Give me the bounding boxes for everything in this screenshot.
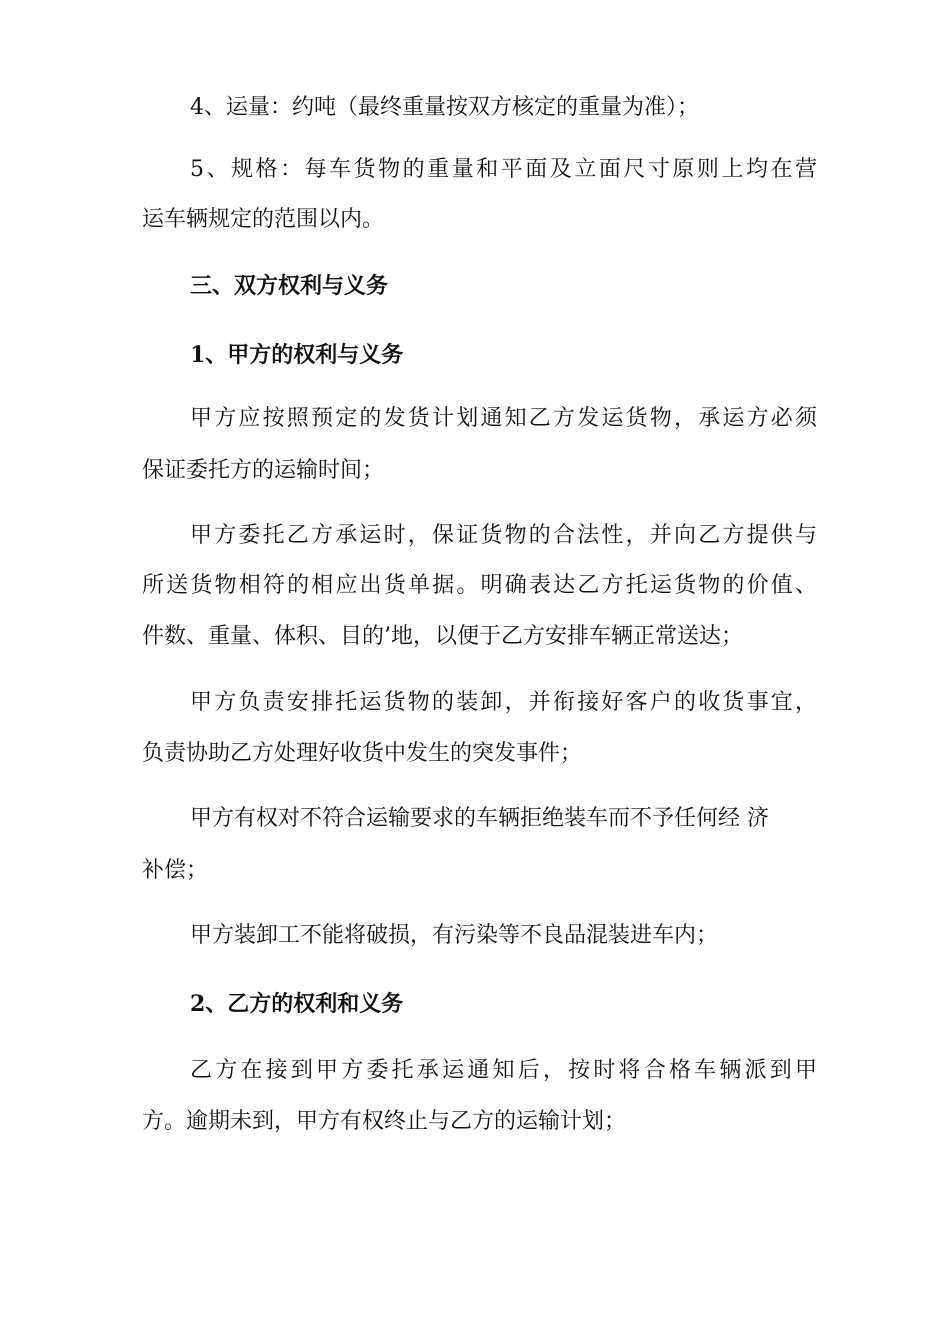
section-3-heading: 三、双方权利与义务 <box>190 273 389 299</box>
party-a-paragraph-3-line-2: 负责协助乙方处理好收货中发生的突发事件； <box>142 741 583 766</box>
party-a-paragraph-2-line-1: 甲方委托乙方承运时，保证货物的合法性，并向乙方提供与 <box>190 523 817 548</box>
party-a-paragraph-5: 甲方装卸工不能将破损，有污染等不良品混装进车内； <box>190 923 719 948</box>
subsection-1-heading: 1、甲方的权利与义务 <box>190 342 404 368</box>
party-b-paragraph-1-line-2: 方。逾期未到，甲方有权终止与乙方的运输计划； <box>142 1109 627 1134</box>
party-a-paragraph-1-line-1: 甲方应按照预定的发货计划通知乙方发运货物，承运方必须 <box>190 406 817 431</box>
party-b-paragraph-1-line-1: 乙方在接到甲方委托承运通知后，按时将合格车辆派到甲 <box>190 1058 817 1083</box>
party-a-paragraph-3-line-1: 甲方负责安排托运货物的装卸，并衔接好客户的收货事宜， <box>190 690 817 715</box>
party-a-paragraph-1-line-2: 保证委托方的运输时间； <box>142 458 385 483</box>
party-a-paragraph-4-line-1: 甲方有权对不符合运输要求的车辆拒绝装车而不予任何经 济 <box>190 806 769 831</box>
party-a-paragraph-2-line-3: 件数、重量、体积、目的’地，以便于乙方安排车辆正常送达； <box>142 624 743 649</box>
subsection-2-heading: 2、乙方的权利和义务 <box>190 991 404 1017</box>
clause-4-transport-volume: 4、运量：约吨（最终重量按双方核定的重量为准）； <box>190 95 699 120</box>
clause-5-specification-line-2: 运车辆规定的范围以内。 <box>142 207 385 232</box>
party-a-paragraph-4-line-2: 补偿； <box>142 858 209 883</box>
party-a-paragraph-2-line-2: 所送货物相符的相应出货单据。明确表达乙方托运货物的价值、 <box>142 573 817 598</box>
clause-5-specification-line-1: 5、规格：每车货物的重量和平面及立面尺寸原则上均在营 <box>190 157 817 182</box>
